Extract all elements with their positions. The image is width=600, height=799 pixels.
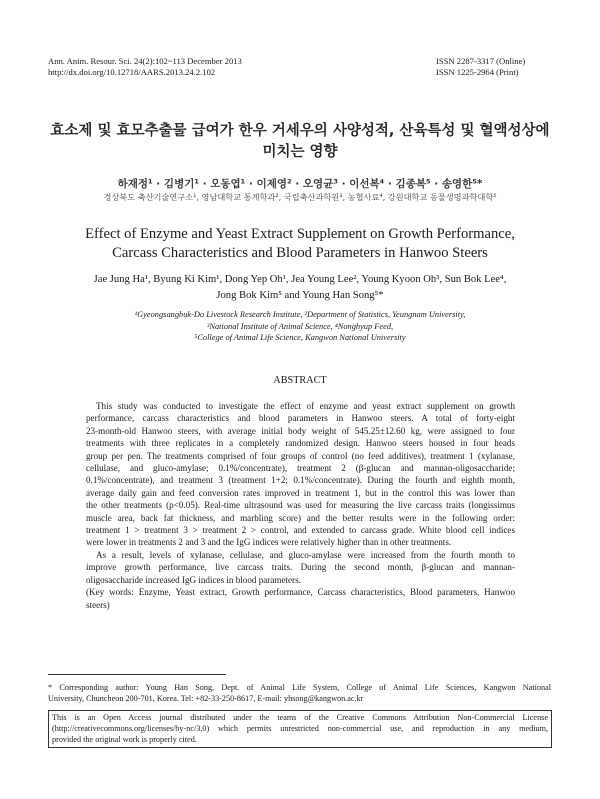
corresponding-author-footnote — [48, 683, 551, 705]
footnote-line-1: * Corresponding author: Young Han Song, Dept. of Animal Life System, College of Animal Life Sciences, Kangwon National — [48, 683, 551, 692]
abstract-line: This study was conducted to investigate the effect of enzyme and yeast extract supplement on growth — [96, 401, 515, 411]
journal-citation — [48, 56, 242, 78]
open-access-line-3: provided the original work is properly cited. — [52, 734, 197, 744]
english-title-line-1: Effect of Enzyme and Yeast Extract Supplement on Growth Performance, — [85, 226, 515, 242]
doi-link[interactable]: http://dx.doi.org/10.12718/AARS.2013.24.2.102 — [48, 67, 216, 77]
abstract-line: cellulase, and gluco-amylase; 0.1%/concentrate), treatment 2 (β-glucan and mannan-oligosaccharide; — [86, 463, 515, 474]
abstract-line: 23-month-old Hanwoo steers, with average initial body weight of 545.25±12.60 kg, were assigned to four — [86, 425, 515, 436]
abstract-heading: ABSTRACT — [273, 375, 327, 386]
issn-online: ISSN 2287-3317 (Online) — [436, 56, 526, 66]
abstract-line: were lower in treatments 2 and 3 and the IgG indices were relatively higher than in other treatments. — [86, 537, 452, 548]
footnote-line-2: University, Chuncheon 200-701, Korea. Tel: +82-33-250-8617, E-mail: yhsong@kangwon.ac.kr — [48, 693, 364, 703]
journal-line: Ann. Anim. Resour. Sci. 24(2):102~113 December 2013 — [48, 56, 242, 66]
english-affil-line-1: ¹Gyeongsangbuk-Do Livestock Research Institute, ²Department of Statistics, Yeungnam University, — [134, 310, 466, 319]
abstract-body — [86, 400, 515, 611]
open-access-line-1: This is an Open Access journal distributed under the teams of the Creative Commons Attribution Non-Commercial License — [52, 713, 548, 722]
korean-affiliations: 경상북도 축산기술연구소¹, 영남대학교 통계학과², 국립축산과학원³, 농협사료⁴, 강원대학교 동물생명과학대학⁵ — [103, 192, 497, 202]
issn-block — [436, 56, 525, 78]
abstract-line: average daily gain and feed conversion rates improved in treatment 1, but in the control this was lower than — [86, 487, 515, 498]
korean-title-line-2: 미치는 영향 — [262, 144, 338, 160]
abstract-line: oligosaccharide increased IgG indices in blood parameters. — [86, 574, 301, 585]
english-affil-line-2: ³National Institute of Animal Science, ⁴Nonghyup Feed, — [206, 321, 394, 331]
abstract-line: muscle area, back fat thickness, and marbling score) and the better results were in the following order: — [86, 512, 515, 523]
english-affil-line-3: ⁵College of Animal Life Science, Kangwon National University — [194, 333, 406, 342]
abstract-line: improve growth performance, live carcass traits. During the second month, β-glucan and mannan- — [86, 562, 515, 573]
issn-print: ISSN 1225-2964 (Print) — [436, 67, 519, 77]
open-access-line-2: (http://creativecommons.org/licenses/by-nc/3.0) which permits unrestricted non-commercial use, and reproduction in any medium, — [52, 723, 548, 733]
abstract-line: treatment 1 > treatment 3 > treatment 2 > control, and extended to carcass grade. White blood cell indices — [86, 525, 515, 536]
abstract-line: treatments with three replicates in a completely randomized design. Hanwoo steers housed in four heads — [86, 438, 515, 449]
abstract-line: group per pen. The treatments comprised of four groups of control (no feed additives), treatment 1 (xylanase, — [86, 450, 515, 461]
footnote-divider — [48, 674, 226, 675]
english-authors-line-2: Jong Bok Kim⁵ and Young Han Song⁵* — [216, 289, 384, 301]
english-authors — [30, 272, 570, 303]
korean-title — [40, 121, 560, 163]
keywords-line: (Key words: Enzyme, Yeast extract, Growth performance, Carcass characteristics, Blood parameters, Hanwoo — [86, 587, 515, 598]
english-affiliations — [30, 309, 570, 344]
abstract-line: 0.1%/concentrate), and treatment 3 (treatment 1+2; 0.1%/concentrate). During the fourth and eighth month, — [86, 475, 515, 486]
english-title-line-2: Carcass Characteristics and Blood Parameters in Hanwoo Steers — [112, 245, 488, 261]
korean-title-line-1: 효소제 및 효모추출물 급여가 한우 거세우의 사양성적, 산육특성 및 혈액성상에 — [50, 123, 550, 139]
english-title — [30, 225, 570, 263]
korean-authors: 하재정¹ · 김병기¹ · 오동엽¹ · 이제영² · 오영균³ · 이선복⁴ · 김종복⁵ · 송영한⁵* — [117, 178, 483, 190]
english-authors-line-1: Jae Jung Ha¹, Byung Ki Kim¹, Dong Yep Oh¹, Jea Young Lee², Young Kyoon Oh³, Sun Bok Lee⁴, — [93, 274, 507, 285]
abstract-line: the other treatments (p<0.05). Real-time ultrasound was used for measuring the live carcass traits (longissimus — [86, 500, 515, 511]
abstract-line: performance, carcass characteristics and blood parameters in Hanwoo steers. A total of forty-eight — [86, 413, 515, 424]
abstract-line: As a result, levels of xylanase, cellulase, and gluco-amylase were increased from the fourth month to — [96, 549, 515, 560]
open-access-notice — [48, 710, 552, 748]
keywords-line: steers) — [86, 599, 110, 610]
